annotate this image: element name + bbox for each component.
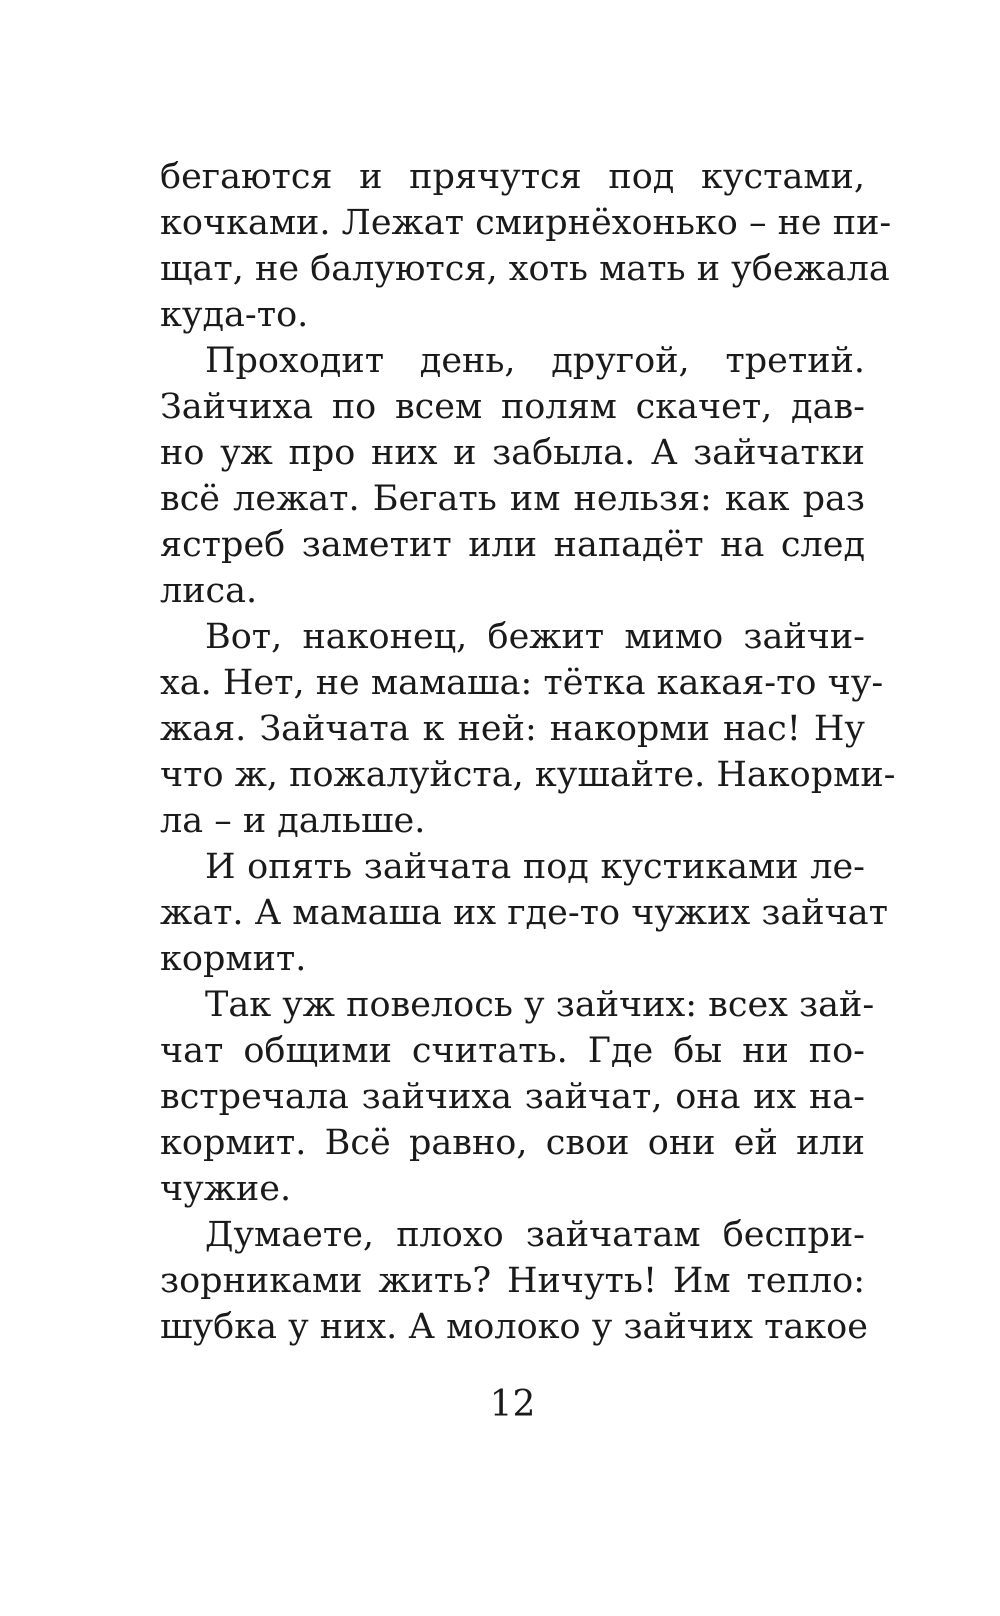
text-line: кормит. (160, 939, 307, 979)
text-line: шубка у них. А молоко у зайчих такое (160, 1307, 868, 1347)
body-text (160, 154, 896, 1350)
text-line: Так уж повелось у зайчих: всех зай- (205, 985, 875, 1025)
text-line: жат. А мамаша их где-то чужих зайчат (160, 893, 888, 933)
text-line: щат, не балуются, хоть мать и убежала (160, 249, 890, 289)
text-line: чужие. (160, 1169, 292, 1209)
text-line: Зайчиха по всем полям скачет, дав- (160, 387, 865, 427)
text-line: но уж про них и забыла. А зайчатки (160, 433, 865, 473)
text-line: встречала зайчиха зайчат, она их на- (160, 1077, 865, 1117)
text-line: Проходит день, другой, третий. (205, 341, 865, 381)
text-line: что ж, пожалуйста, кушайте. Накорми- (160, 755, 896, 795)
text-line: ла – и дальше. (160, 801, 426, 841)
text-line: И опять зайчата под кустиками ле- (205, 847, 865, 887)
text-line: куда-то. (160, 295, 309, 335)
text-line: Думаете, плохо зайчатам беспри- (205, 1215, 865, 1255)
text-line: ха. Нет, не мамаша: тётка какая-то чу- (160, 663, 884, 703)
text-line: жая. Зайчата к ней: накорми нас! Ну (160, 709, 865, 749)
text-line: бегаются и прячутся под кустами, (160, 157, 865, 197)
text-line: кочками. Лежат смирнёхонько – не пи- (160, 203, 892, 243)
text-line: чат общими считать. Где бы ни по- (160, 1031, 865, 1071)
text-line: кормит. Всё равно, свои они ей или (160, 1123, 865, 1163)
text-line: ястреб заметит или нападёт на след (160, 525, 865, 565)
text-line: всё лежат. Бегать им нельзя: как раз (160, 479, 865, 519)
page-number: 12 (489, 1384, 536, 1425)
text-line: Вот, наконец, бежит мимо зайчи- (205, 617, 865, 657)
text-line: зорниками жить? Ничуть! Им тепло: (160, 1261, 865, 1301)
text-line: лиса. (160, 571, 258, 611)
